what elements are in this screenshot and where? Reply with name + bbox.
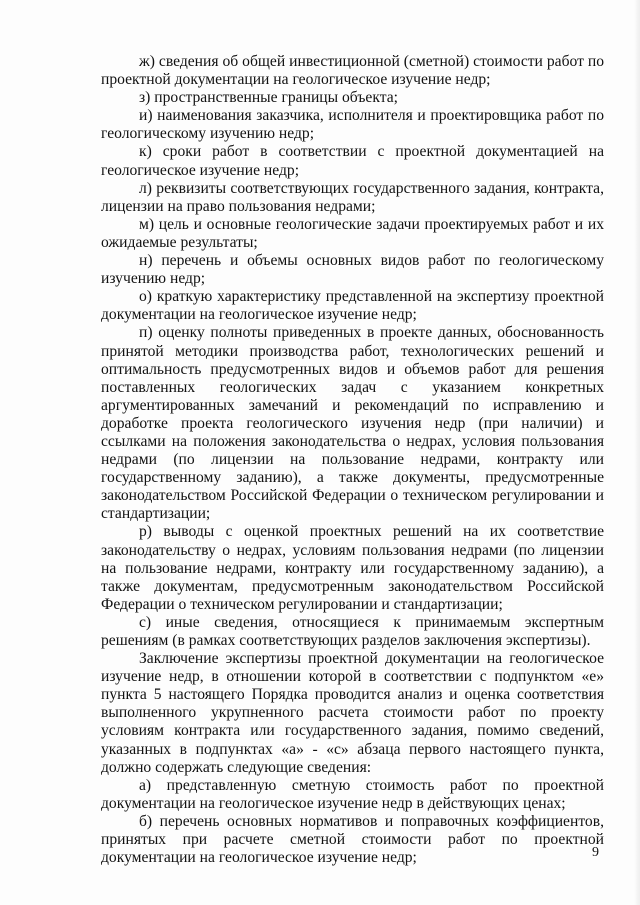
paragraph-item-l: л) реквизиты соответствующих государственного задания, контракта, лицензии на право пользования недрами; bbox=[101, 179, 604, 215]
paragraph-item-zh: ж) сведения об общей инвестиционной (сметной) стоимости работ по проектной документации на геологическое изучение недр; bbox=[101, 53, 604, 89]
paragraph-item-s: с) иные сведения, относящиеся к принимаемым экспертным решениям (в рамках соответствующих разделов заключения экспертизы). bbox=[101, 613, 604, 649]
paragraph-conclusion: Заключение экспертизы проектной документации на геологическое изучение недр, в отношении которой в соответствии с подпунктом «е» пункта 5 настоящего Порядка проводится анализ и оценка соответствия выполненного укрупненного расчета стоимости работ по проекту условиям контракта или государственного задания, помимо сведений, указанных в подпунктах «а» - «с» абзаца первого настоящего пункта, должно содержать следующие сведения: bbox=[101, 650, 604, 776]
scan-edge-shadow bbox=[634, 0, 640, 905]
paragraph-item-m: м) цель и основные геологические задачи проектируемых работ и их ожидаемые результаты; bbox=[101, 215, 604, 251]
paragraph-item-i: и) наименования заказчика, исполнителя и проектировщика работ по геологическому изучению недр; bbox=[101, 107, 604, 143]
page-number: 9 bbox=[592, 845, 599, 860]
paragraph-item-o: о) краткую характеристику представленной на экспертизу проектной документации на геологическое изучение недр; bbox=[101, 288, 604, 324]
paragraph-item-b: б) перечень основных нормативов и поправочных коэффициентов, принятых при расчете сметной стоимости работ по проектной документации на геологическое изучение недр; bbox=[101, 812, 604, 867]
paragraph-item-r: р) выводы с оценкой проектных решений на их соответствие законодательству о недрах, условиям пользования недрами (по лицензии на пользование недрами, контракту или государственному заданию), а также документам, предусмотренным законодательством Российской Федерации о техническом регулировании и стандартизации; bbox=[101, 523, 604, 613]
paragraph-item-n: н) перечень и объемы основных видов работ по геологическому изучению недр; bbox=[101, 252, 604, 288]
paragraph-item-k: к) сроки работ в соответствии с проектной документацией на геологическое изучение недр; bbox=[101, 143, 604, 179]
paragraph-item-p: п) оценку полноты приведенных в проекте данных, обоснованность принятой методики производства работ, технологических решений и оптимальность предусмотренных видов и объемов работ для решения поставленных геологических задач с указанием конкретных аргументированных замечаний и рекомендаций по исправлению и доработке проекта геологического изучения недр (при наличии) и ссылками на положения законодательства о недрах, условия пользования недрами (по лицензии на пользование недрами, контракту или государственному заданию), а также документы, предусмотренные законодательством Российской Федерации о техническом регулировании и стандартизации; bbox=[101, 324, 604, 523]
document-body bbox=[101, 53, 604, 867]
paragraph-item-z: з) пространственные границы объекта; bbox=[139, 89, 398, 107]
paragraph-item-a: а) представленную сметную стоимость работ по проектной документации на геологическое изучение недр в действующих ценах; bbox=[101, 776, 604, 812]
